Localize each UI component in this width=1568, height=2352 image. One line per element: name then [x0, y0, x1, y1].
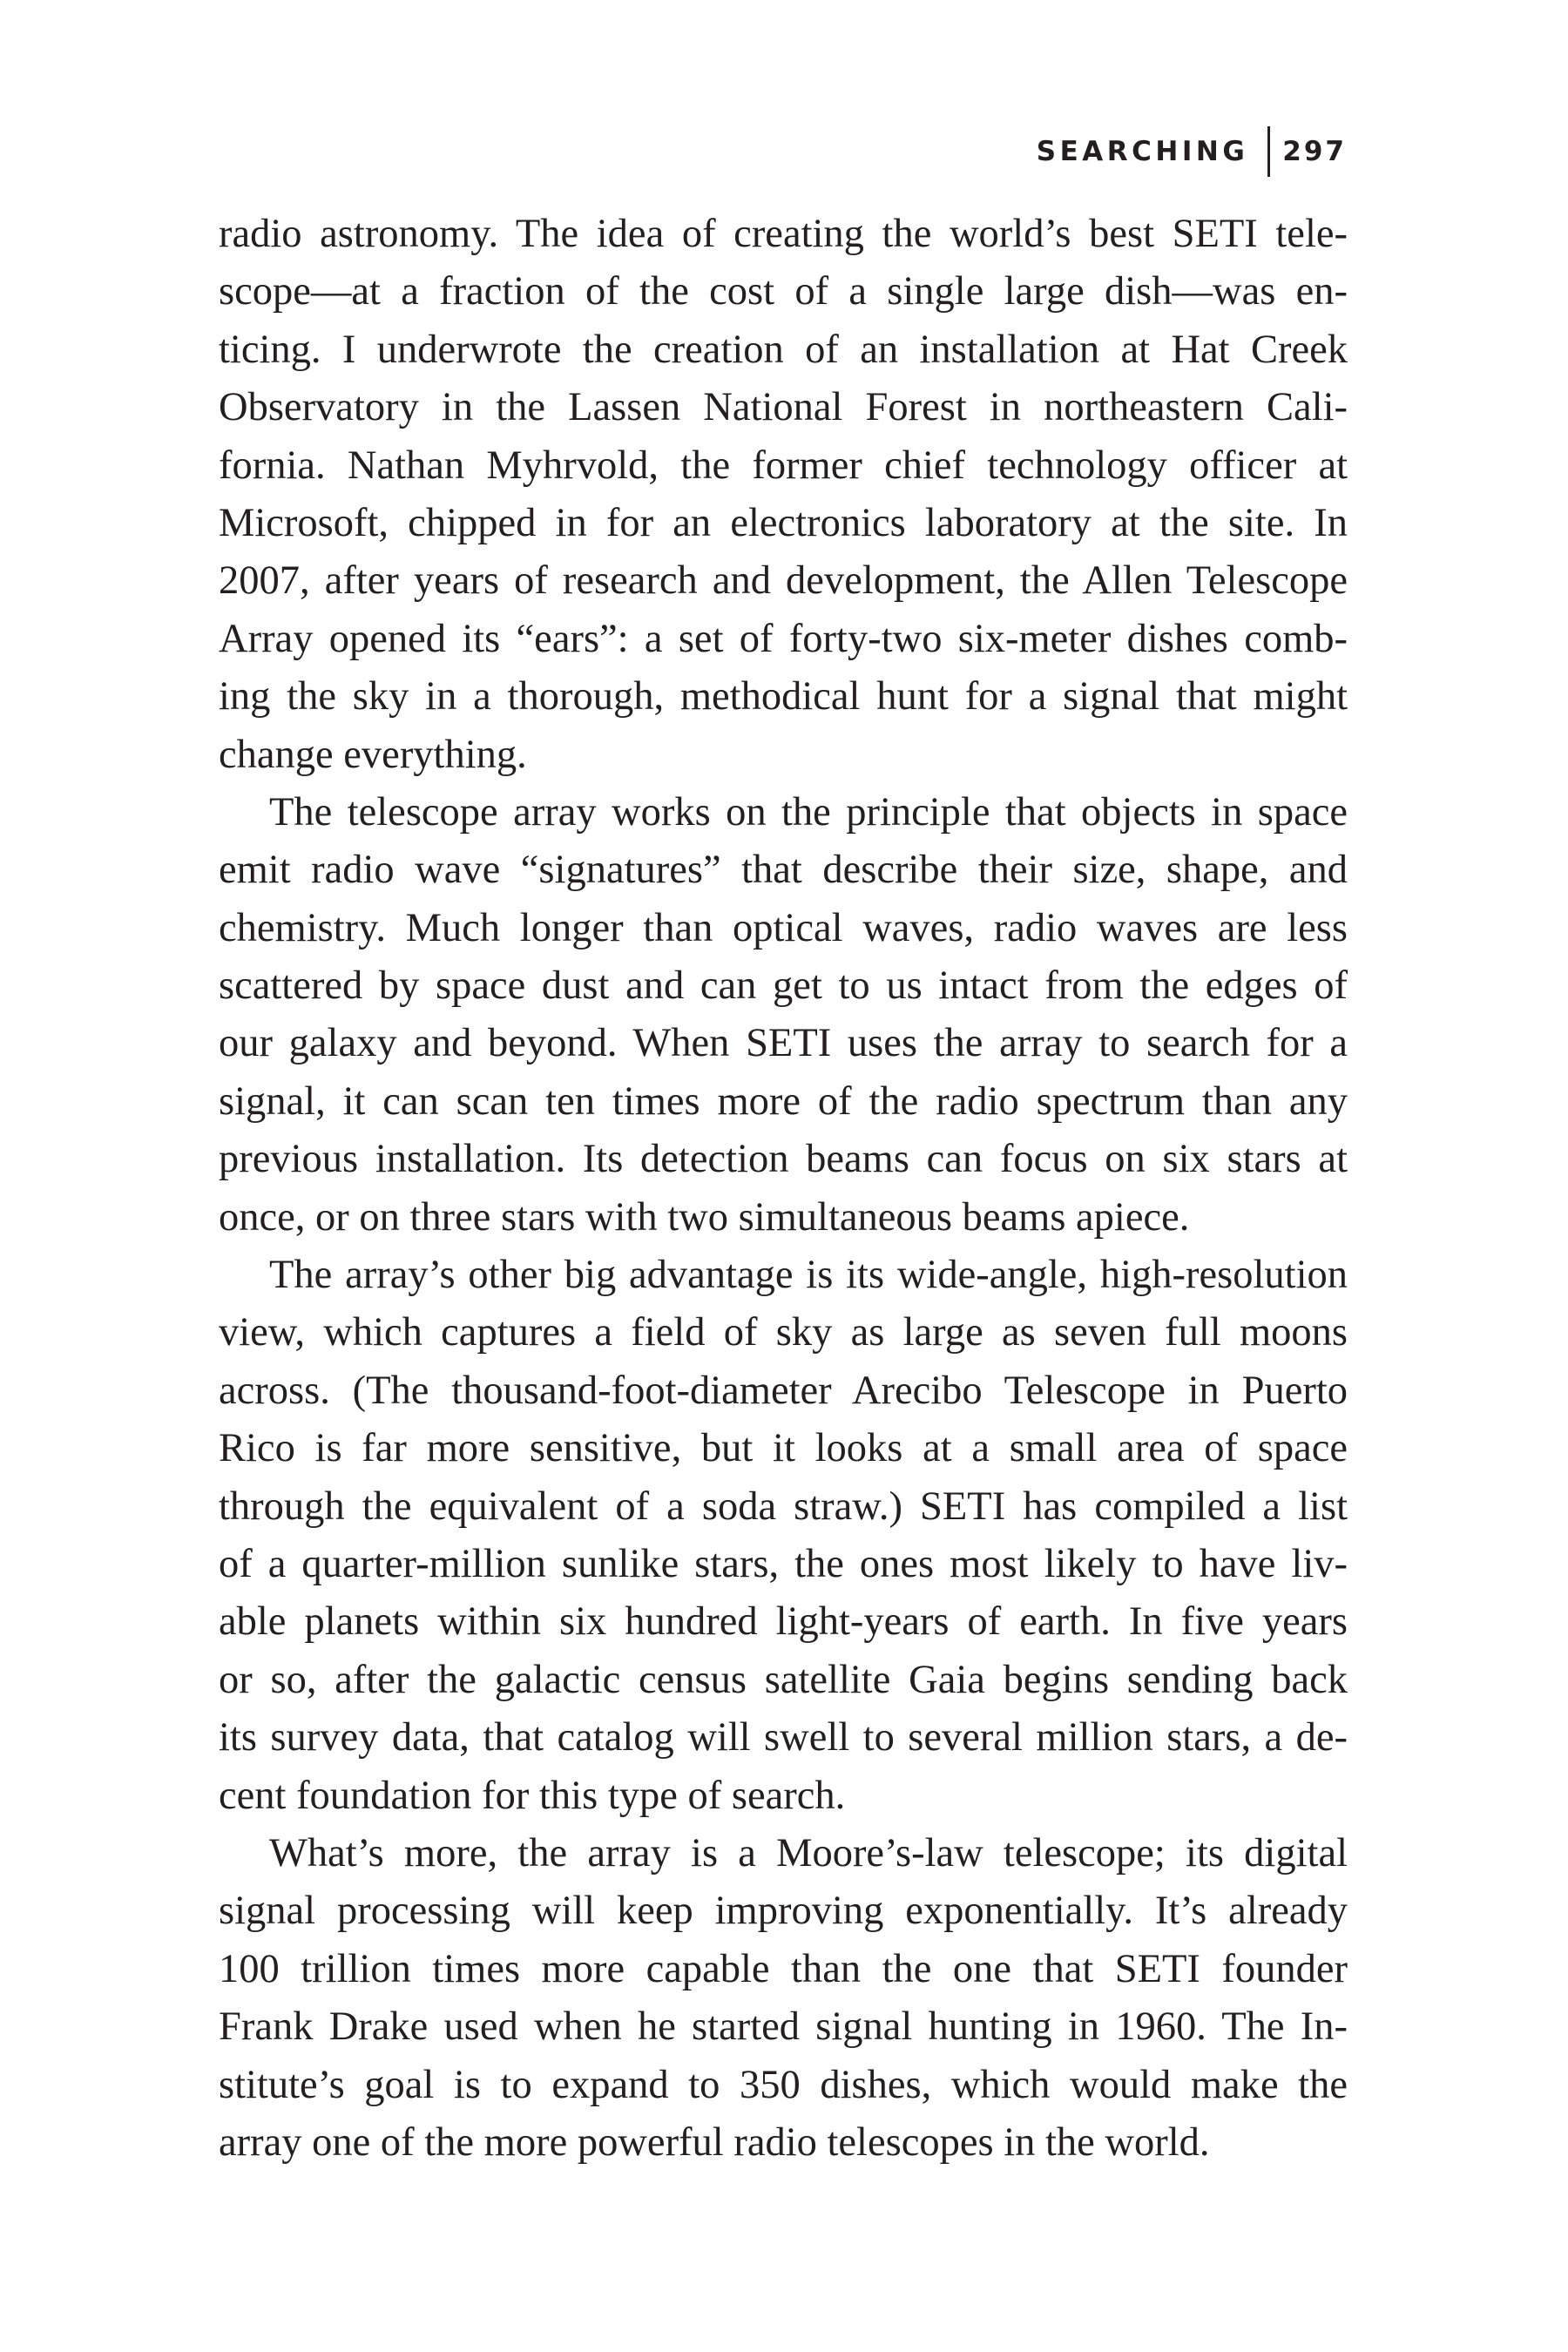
- text-line: chemistry. Much longer than optical waves, radio waves are less: [219, 905, 1348, 950]
- paragraph: [219, 206, 1348, 784]
- text-line: array one of the more powerful radio telescopes in the world.: [219, 2119, 1210, 2165]
- text-line: Microsoft, chipped in for an electronics laboratory at the site. In: [219, 500, 1348, 545]
- text-line: through the equivalent of a soda straw.) SETI has compiled a list: [219, 1484, 1348, 1529]
- text-line: scattered by space dust and can get to us intact from the edges of: [219, 963, 1348, 1009]
- text-line: What’s more, the array is a Moore’s-law telescope; its digital: [269, 1830, 1348, 1876]
- text-line: cent foundation for this type of search.: [219, 1773, 846, 1818]
- text-line: 100 trillion times more capable than the one that SETI founder: [219, 1946, 1348, 1991]
- text-line: Frank Drake used when he started signal hunting in 1960. The In-: [219, 2004, 1348, 2050]
- text-line: radio astronomy. The idea of creating the world’s best SETI tele-: [219, 212, 1348, 256]
- text-line: The array’s other big advantage is its wide-angle, high-resolution: [269, 1253, 1348, 1298]
- text-line: Array opened its “ears”: a set of forty-two six-meter dishes comb-: [219, 616, 1348, 661]
- paragraph: [219, 1247, 1348, 1825]
- text-line: signal, it can scan ten times more of the radio spectrum than any: [219, 1078, 1348, 1124]
- text-line: of a quarter-million sunlike stars, the ones most likely to have liv-: [219, 1541, 1348, 1586]
- text-line: our galaxy and beyond. When SETI uses the array to search for a: [219, 1021, 1348, 1066]
- text-line: ticing. I underwrote the creation of an installation at Hat Creek: [219, 327, 1348, 372]
- text-line: emit radio wave “signatures” that describe their size, shape, and: [219, 848, 1348, 893]
- text-line: scope—at a fraction of the cost of a single large dish—was en-: [219, 269, 1348, 314]
- running-head: [1037, 127, 1347, 176]
- running-head-title: SEARCHING: [1036, 136, 1249, 167]
- text-line: or so, after the galactic census satellite Gaia begins sending back: [219, 1657, 1348, 1702]
- text-line: The telescope array works on the principle that objects in space: [269, 789, 1348, 835]
- paragraph: [219, 1825, 1348, 2172]
- paragraph: [219, 784, 1348, 1247]
- text-line: previous installation. Its detection beams can focus on six stars at: [219, 1137, 1348, 1182]
- text-line: change everything.: [219, 732, 527, 777]
- text-line: fornia. Nathan Myhrvold, the former chief technology officer at: [219, 443, 1348, 488]
- text-line: signal processing will keep improving exponentially. It’s already: [219, 1889, 1348, 1934]
- text-line: across. (The thousand-foot-diameter Arecibo Telescope in Puerto: [219, 1368, 1348, 1413]
- text-line: Observatory in the Lassen National Forest in northeastern Cali-: [219, 385, 1348, 430]
- text-line: Rico is far more sensitive, but it looks at a small area of space: [219, 1426, 1348, 1471]
- text-line: able planets within six hundred light-years of earth. In five years: [219, 1599, 1348, 1645]
- page-number: 297: [1282, 136, 1347, 167]
- text-line: 2007, after years of research and development, the Allen Telescope: [219, 558, 1348, 604]
- text-line: its survey data, that catalog will swell to several million stars, a de-: [219, 1715, 1348, 1761]
- body-text: [219, 206, 1348, 2172]
- text-line: ing the sky in a thorough, methodical hunt for a signal that might: [219, 674, 1348, 720]
- text-line: stitute’s goal is to expand to 350 dishes, which would make the: [219, 2062, 1348, 2107]
- text-line: once, or on three stars with two simultaneous beams apiece.: [219, 1194, 1190, 1240]
- text-line: view, which captures a field of sky as large as seven full moons: [219, 1310, 1348, 1355]
